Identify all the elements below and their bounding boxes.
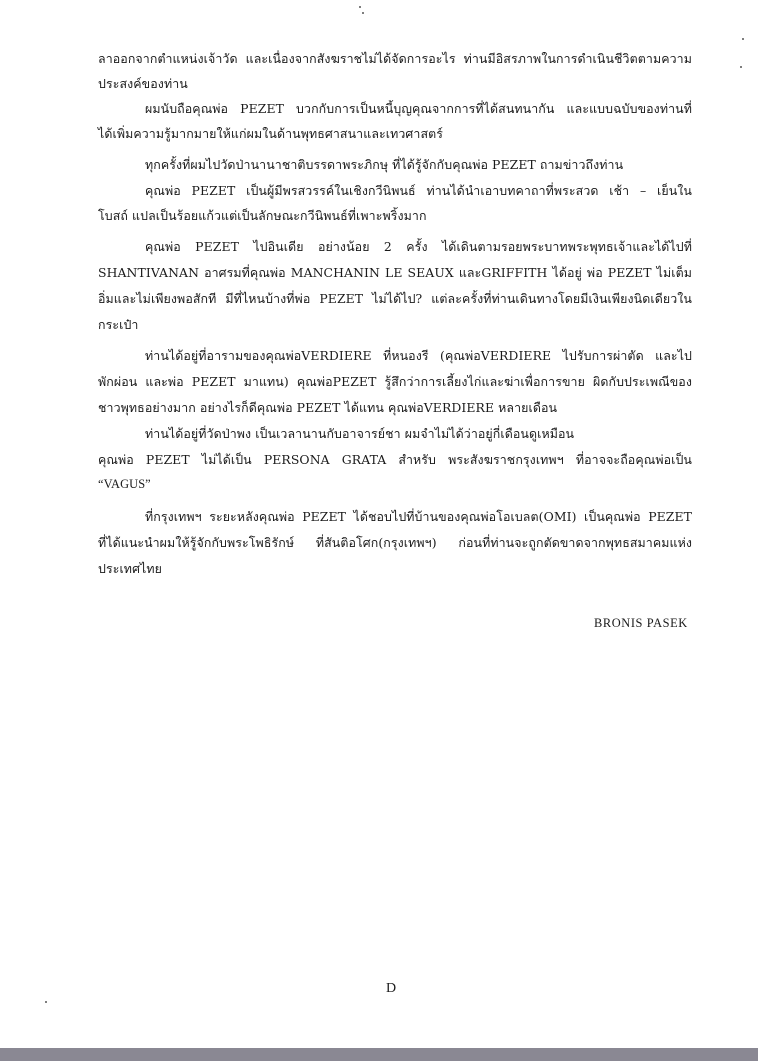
paragraph-line: ท่านได้อยู่ที่อารามของคุณพ่อVERDIERE ที่หนองรี (คุณพ่อVERDIERE ไปรับการผ่าตัด และไป (145, 348, 692, 363)
paragraph-line: โบสถ์ แปลเป็นร้อยแก้วแต่เป็นลักษณะกวีนิพนธ์ที่เพาะพริ้งมาก (98, 208, 427, 223)
paragraph-line: SHANTIVANAN อาศรมที่คุณพ่อ MANCHANIN LE SEAUX และGRIFFITH ได้อยู่ พ่อ PEZET ไม่เต็ม (98, 265, 692, 280)
bottom-edge-bar (0, 1048, 758, 1061)
paragraph-line: คุณพ่อ PEZET ไปอินเดีย อย่างน้อย 2 ครั้ง ได้เดินตามรอยพระบาทพระพุทธเจ้าและได้ไปที่ (145, 239, 692, 254)
paragraph-line: กระเป๋า (98, 317, 139, 332)
paragraph-line: ที่กรุงเทพฯ ระยะหลังคุณพ่อ PEZET ได้ชอบไปที่บ้านของคุณพ่อโอเบลต(OMI) เป็นคุณพ่อ PEZET (145, 509, 692, 524)
paragraph-line: ท่านได้อยู่ที่วัดป่าพง เป็นเวลานานกับอาจารย์ชา ผมจำไม่ได้ว่าอยู่กี่เดือนดูเหมือน (145, 426, 575, 441)
paragraph-line: ที่ได้แนะนำผมให้รู้จักกับพระโพธิรักษ์ ที่สันติอโศก(กรุงเทพฯ) ก่อนที่ท่านจะถูกตัดขาดจากพุทธสมาคมแห่ง (98, 535, 692, 550)
paragraph-line: ชาวพุทธอย่างมาก อย่างไรก็ดีคุณพ่อ PEZET ได้แทน คุณพ่อVERDIERE หลายเดือน (98, 400, 558, 415)
paragraph-line: ประเทศไทย (98, 561, 163, 576)
author-signature: BRONIS PASEK (594, 616, 688, 630)
scan-speck (45, 1001, 47, 1003)
paragraph-line: อิ่มและไม่เพียงพอสักที มีที่ไหนบ้างที่พ่อ PEZET ไม่ได้ไป? แต่ละครั้งที่ท่านเดินทางโดยมีเงินเพียงนิดเดียวใน (98, 291, 692, 306)
paragraph-line: “VAGUS” (98, 477, 151, 491)
scan-speck (742, 38, 744, 40)
paragraph-line: พักผ่อน และพ่อ PEZET มาแทน) คุณพ่อPEZET รู้สึกว่าการเลี้ยงไก่และฆ่าเพื่อการขาย ผิดกับประเพณีของ (98, 374, 692, 389)
paragraph-line: ลาออกจากตำแหน่งเจ้าวัด และเนื่องจากสังฆราชไม่ได้จัดการอะไร ท่านมีอิสรภาพในการดำเนินชีวิตตามความ (98, 51, 692, 66)
scan-speck (362, 12, 364, 14)
paragraph-line: คุณพ่อ PEZET ไม่ได้เป็น PERSONA GRATA สำหรับ พระสังฆราชกรุงเทพฯ ที่อาจจะถือคุณพ่อเป็น (98, 452, 692, 467)
paragraph-line: ประสงค์ของท่าน (98, 76, 188, 91)
scan-speck (740, 66, 742, 68)
paragraph-line: ได้เพิ่มความรู้มากมายให้แก่ผมในด้านพุทธศาสนาและเทวศาสตร์ (98, 126, 444, 141)
paragraph-line: ทุกครั้งที่ผมไปวัดป่านานาชาติบรรดาพระภิกษุ ที่ได้รู้จักกับคุณพ่อ PEZET ถามข่าวถึงท่าน (145, 157, 624, 172)
scan-speck (359, 6, 361, 8)
page-number: D (386, 981, 397, 996)
paragraph-line: คุณพ่อ PEZET เป็นผู้มีพรสวรรค์ในเชิงกวีนิพนธ์ ท่านได้นำเอาบทคาถาที่พระสวด เช้า – เย็นใน (145, 183, 692, 198)
paragraph-line: ผมนับถือคุณพ่อ PEZET บวกกับการเป็นหนี้บุญคุณจากการที่ได้สนทนากัน และแบบฉบับของท่านที่ (145, 101, 692, 116)
